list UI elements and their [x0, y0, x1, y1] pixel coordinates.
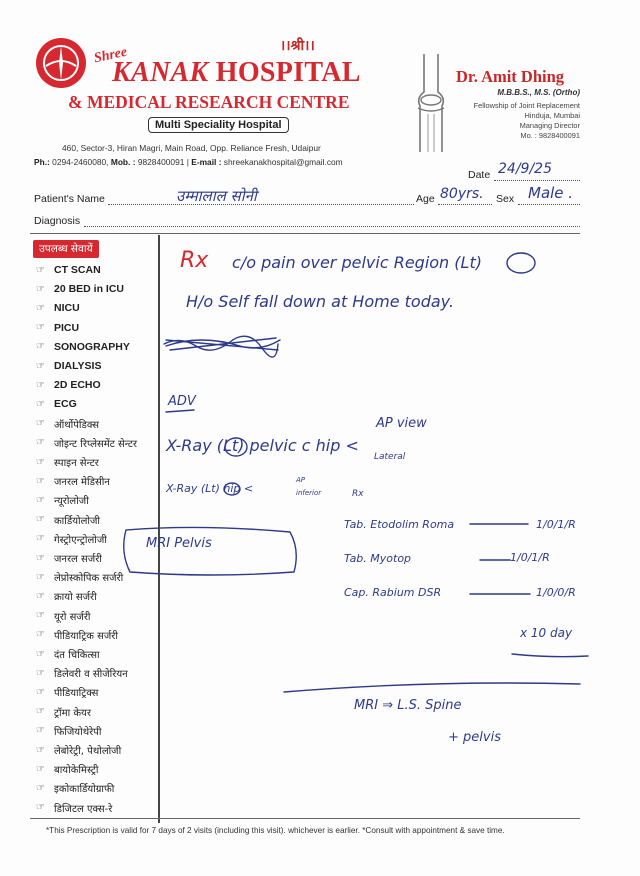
pointing-hand-icon: ☞	[36, 802, 45, 814]
diagnosis-label: Diagnosis	[34, 215, 81, 227]
service-item	[36, 665, 128, 681]
age-label: Age	[416, 193, 435, 205]
pointing-hand-icon: ☞	[36, 360, 45, 372]
pointing-hand-icon: ☞	[36, 341, 45, 353]
doctor-title: Managing Director	[519, 121, 580, 130]
knee-joint-icon	[410, 54, 452, 152]
service-label: PICU	[54, 321, 80, 334]
pointing-hand-icon: ☞	[36, 744, 45, 756]
service-item	[36, 300, 80, 316]
duration-note: x 10 day	[520, 626, 573, 640]
mri-advice-line2: + pelvis	[448, 730, 501, 745]
service-item	[36, 396, 77, 412]
service-label: डिलेवरी व सीजेरियन	[54, 669, 128, 681]
pointing-hand-icon: ☞	[36, 283, 45, 295]
pointing-hand-icon: ☞	[36, 533, 45, 545]
pointing-hand-icon: ☞	[36, 514, 45, 526]
date-label: Date	[468, 169, 491, 181]
service-item	[36, 780, 114, 796]
service-label: इकोकार्डियोग्राफी	[54, 784, 115, 796]
date-line	[494, 180, 580, 181]
service-label: NICU	[54, 302, 80, 315]
service-item	[36, 262, 101, 278]
pointing-hand-icon: ☞	[36, 706, 45, 718]
hospital-logo	[34, 36, 88, 90]
xray-hip-view2: inferior	[296, 489, 322, 497]
service-item	[36, 531, 107, 547]
hospital-subtitle: & MEDICAL RESEARCH CENTRE	[68, 92, 350, 112]
doctor-name: Dr. Amit Dhing	[456, 67, 565, 86]
pointing-hand-icon: ☞	[36, 763, 45, 775]
age-line	[438, 204, 492, 205]
service-label: दंत चिकित्सा	[54, 650, 100, 661]
rx-symbol: Rx	[180, 248, 209, 273]
mri-advice-line1: MRI ⇒ L.S. Spine	[354, 698, 462, 713]
service-item	[36, 512, 100, 528]
patient-name-line	[108, 204, 414, 205]
service-label: DIALYSIS	[54, 360, 102, 372]
pointing-hand-icon: ☞	[36, 571, 45, 583]
service-label: लेबोरेट्री, पेथोलोजी	[54, 746, 122, 757]
services-heading: उपलब्ध सेवायें	[33, 240, 99, 258]
medicine-3-dose: 1/0/0/R	[536, 586, 576, 599]
service-item	[36, 684, 98, 700]
service-item	[36, 416, 99, 432]
medicine-3-name: Cap. Rabium DSR	[344, 586, 442, 599]
service-label: 20 BED in ICU	[54, 283, 125, 296]
service-label: न्यूरोलोजी	[54, 496, 89, 508]
service-item	[36, 320, 79, 336]
medicine-2-name: Tab. Myotop	[344, 552, 412, 565]
service-label: ECG	[54, 398, 77, 411]
pointing-hand-icon: ☞	[36, 322, 45, 334]
medicine-1-dose: 1/0/1/R	[536, 518, 576, 531]
pointing-hand-icon: ☞	[36, 456, 45, 468]
pointing-hand-icon: ☞	[36, 648, 45, 660]
pointing-hand-icon: ☞	[36, 590, 45, 602]
service-item	[36, 723, 101, 739]
doctor-fellowship: Fellowship of Joint Replacement	[473, 101, 580, 110]
patient-name-value: उम्मालाल सोनी	[176, 187, 257, 205]
complaint-line: c/o pain over pelvic Region (Lt)	[232, 253, 482, 272]
service-label: बायोकेमिस्ट्री	[54, 765, 99, 777]
xray-pelvis-view2: Lateral	[374, 452, 406, 462]
service-label: ऑर्थोपेडिक्स	[54, 419, 99, 431]
pointing-hand-icon: ☞	[36, 629, 45, 641]
service-item	[36, 608, 91, 624]
pointing-hand-icon: ☞	[36, 552, 45, 564]
service-item	[36, 627, 118, 643]
age-value: 80yrs.	[440, 186, 484, 202]
speciality-badge: Multi Speciality Hospital	[148, 117, 289, 133]
service-label: क्रायो सर्जरी	[54, 592, 97, 604]
service-item	[36, 454, 99, 470]
advice-label: ADV	[168, 394, 196, 409]
medicine-1-name: Tab. Etodolim Roma	[344, 518, 455, 531]
service-label: SONOGRAPHY	[54, 340, 130, 353]
service-item	[36, 339, 130, 355]
mri-pelvis-note: MRI Pelvis	[146, 536, 212, 551]
sex-line	[518, 204, 580, 205]
service-item	[36, 435, 137, 451]
hospital-contact: Ph.: 0294-2460080, Mob. : 9828400091 | E-mail : shreekanakhospital@gmail.com	[34, 157, 343, 167]
pointing-hand-icon: ☞	[36, 725, 45, 737]
service-item	[36, 473, 110, 489]
doctor-mobile: Mo. : 9828400091	[520, 131, 580, 140]
service-label: जनरल सर्जरी	[54, 554, 102, 565]
pointing-hand-icon: ☞	[36, 782, 45, 794]
pointing-hand-icon: ☞	[36, 475, 45, 487]
pointing-hand-icon: ☞	[36, 437, 45, 449]
service-item	[36, 588, 97, 604]
medicine-2-dose: 1/0/1/R	[510, 551, 550, 564]
service-label: ट्रॉमा केयर	[54, 707, 91, 719]
sri-mark: ।।श्री।।	[280, 38, 315, 54]
body-top-rule	[30, 233, 580, 234]
xray-pelvis-line: X-Ray (Lt) pelvic c hip <	[166, 436, 359, 455]
doctor-fellowship-place: Hinduja, Mumbai	[524, 111, 580, 120]
shree-tag: Shree	[92, 44, 129, 67]
pointing-hand-icon: ☞	[36, 302, 45, 314]
pointing-hand-icon: ☞	[36, 398, 45, 410]
service-label: डिजिटल एक्स-रे	[54, 803, 113, 815]
service-label: कार्डियोलोजी	[54, 515, 100, 527]
validity-footer: *This Prescription is valid for 7 days of 2 visits (including this visit). whichever is earlier. *Consult with appointment & save time.	[46, 826, 505, 835]
service-label: पीडियाट्रिक्स	[54, 688, 99, 700]
pointing-hand-icon: ☞	[36, 667, 45, 679]
pointing-hand-icon: ☞	[36, 418, 45, 430]
service-item	[36, 761, 98, 777]
body-bottom-rule	[30, 818, 580, 819]
service-label: पीडियाट्रिक सर्जरी	[54, 630, 118, 642]
service-item	[36, 646, 100, 662]
sidebar-divider	[158, 235, 160, 823]
pointing-hand-icon: ☞	[36, 610, 45, 622]
rx-small: Rx	[352, 489, 364, 499]
service-label: फिजियोथेरेपी	[54, 726, 102, 738]
xray-hip-line: X-Ray (Lt) hip <	[166, 482, 254, 495]
pointing-hand-icon: ☞	[36, 686, 45, 698]
service-label: स्पाइन सेन्टर	[54, 458, 99, 469]
hospital-address: 460, Sector-3, Hiran Magri, Main Road, Opp. Reliance Fresh, Udaipur	[62, 143, 321, 153]
service-label: जनरल मेडिसीन	[54, 477, 110, 489]
history-line: H/o Self fall down at Home today.	[186, 292, 454, 311]
service-label: 2D ECHO	[54, 379, 101, 392]
service-item	[36, 742, 121, 758]
pointing-hand-icon: ☞	[36, 379, 45, 391]
sex-value: Male .	[528, 184, 574, 202]
service-item	[36, 800, 112, 816]
pointing-hand-icon: ☞	[36, 264, 45, 276]
patient-name-label: Patient's Name	[34, 193, 105, 205]
pointing-hand-icon: ☞	[36, 494, 45, 506]
service-label: CT SCAN	[54, 264, 101, 276]
service-item	[36, 550, 102, 566]
service-label: गेस्ट्रोएन्ट्रोलोजी	[54, 534, 107, 546]
service-item	[36, 377, 101, 393]
xray-hip-view1: AP	[296, 476, 306, 484]
service-item	[36, 704, 91, 720]
service-label: जोइन्ट रिप्लेसमेंट सेन्टर	[54, 438, 137, 450]
diagnosis-line	[84, 226, 580, 227]
hospital-name: KANAK HOSPITAL	[112, 57, 361, 88]
service-item	[36, 281, 124, 297]
service-item	[36, 569, 123, 585]
doctor-degree: M.B.B.S., M.S. (Ortho)	[497, 88, 580, 97]
service-item	[36, 492, 89, 508]
xray-pelvis-view1: AP view	[376, 416, 427, 431]
service-label: लेप्रोस्कोपिक सर्जरी	[54, 573, 124, 585]
sex-label: Sex	[496, 193, 515, 205]
service-label: यूरो सर्जरी	[54, 611, 91, 623]
date-value: 24/9/25	[498, 161, 552, 177]
service-item	[36, 358, 101, 374]
